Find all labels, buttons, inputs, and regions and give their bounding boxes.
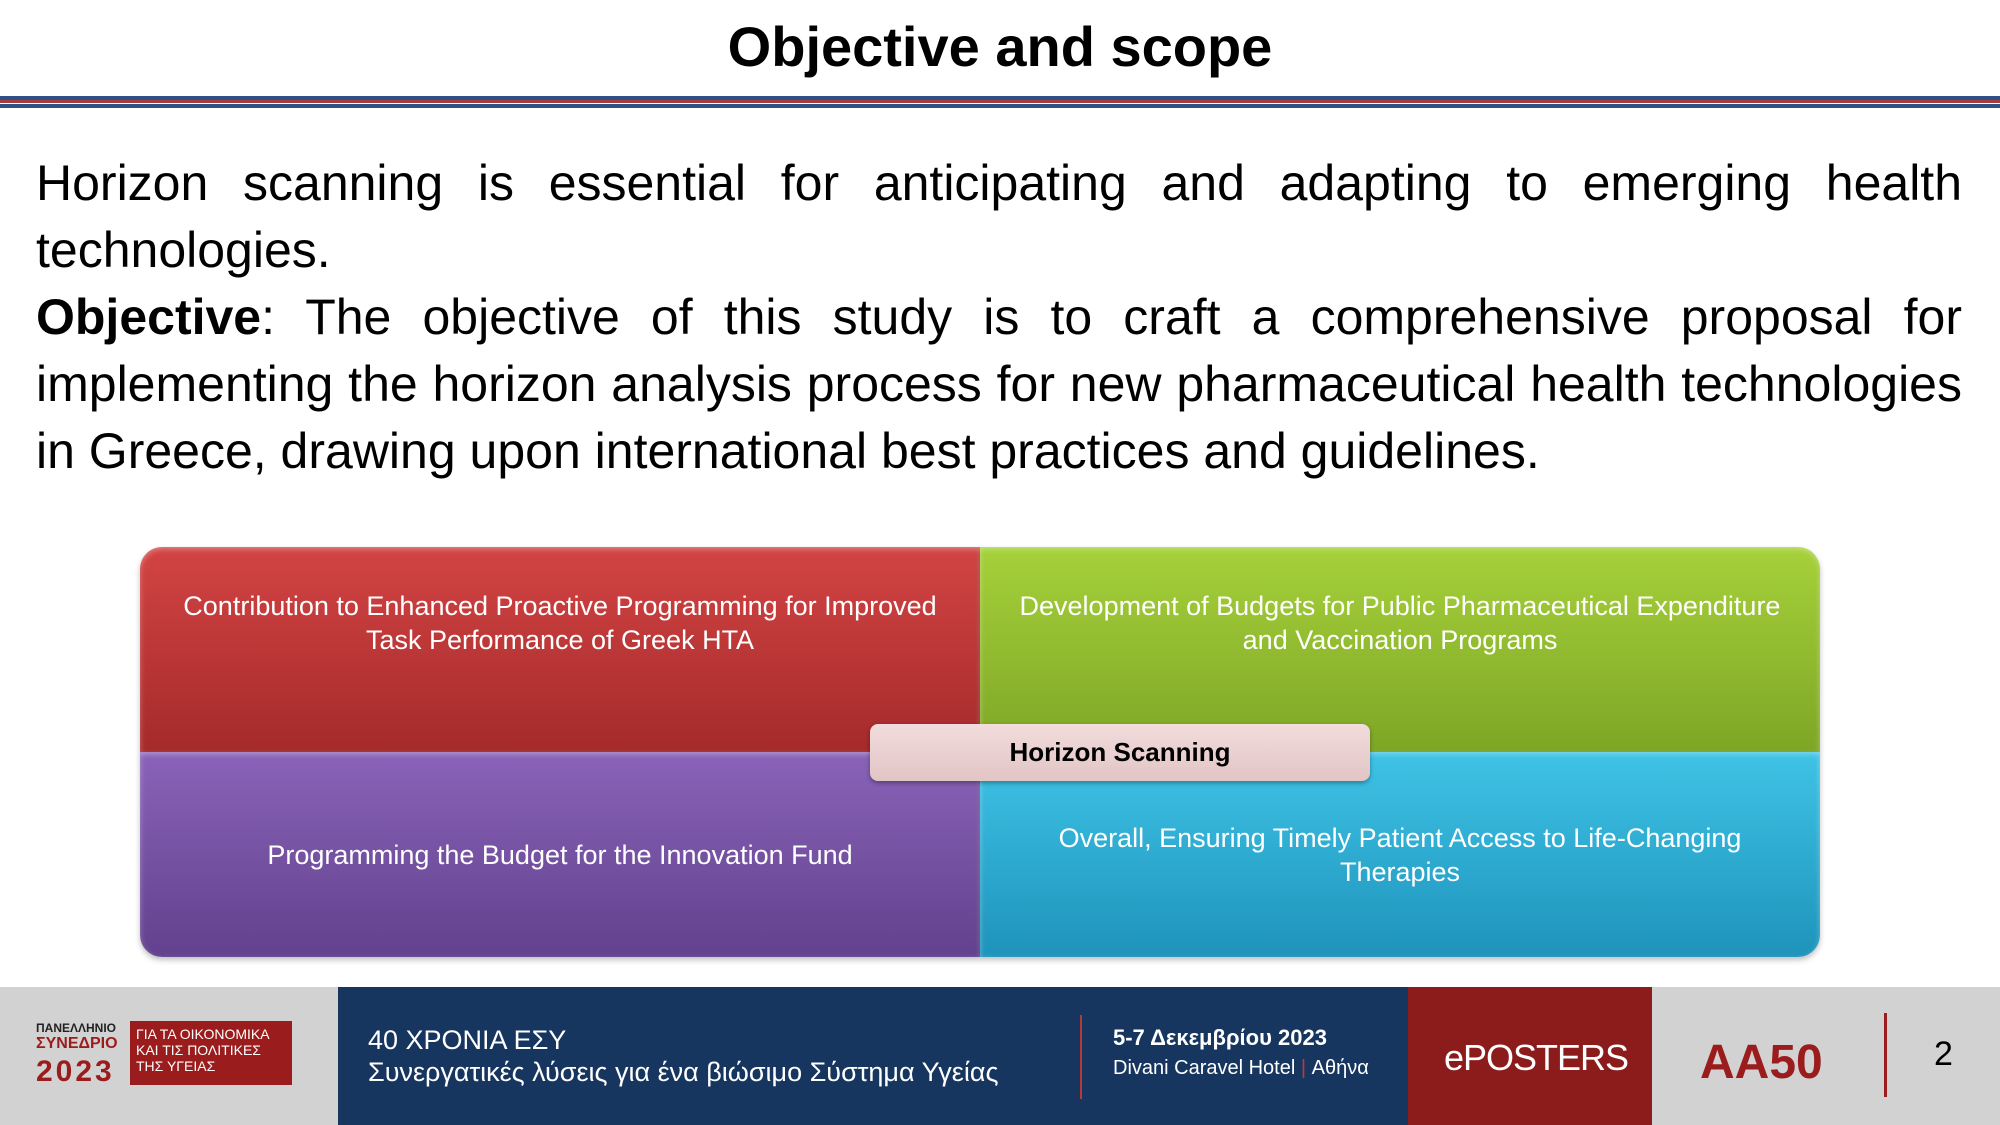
conference-subheadline: Συνεργατικές λύσεις για ένα βιώσιμο Σύστημα Υγείας: [368, 1057, 999, 1087]
venue-separator: |: [1300, 1057, 1307, 1079]
logo-synedrio-text: ΣΥΝΕΔΡΙΟ: [36, 1035, 118, 1052]
quadrant-bottom-right: [980, 752, 1820, 957]
conference-headline: 40 ΧΡΟΝΙΑ ΕΣΥ: [368, 1025, 567, 1055]
objective-text: : The objective of this study is to craft a comprehensive proposal for implementing the horizon analysis process for new pharmaceutical health technologies in Greece, drawing upon international best practices and guidelines.: [36, 289, 1962, 479]
conference-dates: 5-7 Δεκεμβρίου 2023: [1113, 1025, 1327, 1050]
center-label: Horizon Scanning: [1009, 737, 1231, 767]
center-label-box: [870, 724, 1370, 781]
conference-info: [338, 987, 1408, 1125]
quadrant-top-left: [140, 547, 980, 752]
quadrant-top-left-text: Contribution to Enhanced Proactive Programming for Improved Task Performance of Greek HTA: [183, 591, 937, 655]
venue-city: Αθήνα: [1311, 1057, 1369, 1079]
title-divider-accent: [0, 100, 2000, 103]
logo-red-box: [130, 1021, 292, 1085]
logo-box-line: ΚΑΙ ΤΙΣ ΠΟΛΙΤΙΚΕΣ: [136, 1042, 261, 1058]
body-text: [36, 150, 1962, 485]
eposters-label: ePOSTERS: [1444, 1037, 1629, 1078]
code-divider: [1884, 1013, 1887, 1097]
page-number: 2: [1934, 1035, 1953, 1073]
info-divider: [1080, 1015, 1082, 1099]
title-divider-lower: [0, 104, 2000, 108]
eposters-badge: [1408, 987, 1652, 1125]
quadrant-matrix: [140, 547, 1820, 957]
poster-code-area: [1652, 987, 2000, 1125]
poster-code: AA50: [1700, 1036, 1823, 1089]
logo-box-line: ΓΙΑ ΤΑ ΟΙΚΟΝΟΜΙΚΑ: [136, 1026, 270, 1042]
conference-logo: [0, 987, 338, 1125]
logo-small-text: ΠΑΝΕΛΛΗΝΙΟ: [36, 1021, 117, 1035]
quadrant-top-right-text: Development of Budgets for Public Pharmaceutical Expenditure and Vaccination Programs: [1019, 591, 1781, 655]
venue-name: Divani Caravel Hotel: [1113, 1057, 1296, 1079]
conference-venue: [1113, 1057, 1369, 1080]
quadrant-bottom-right-text: Overall, Ensuring Timely Patient Access to Life-Changing Therapies: [1058, 822, 1742, 887]
slide-title: Objective and scope: [727, 15, 1273, 78]
quadrant-bottom-left: [140, 752, 980, 957]
intro-paragraph: Horizon scanning is essential for anticipating and adapting to emerging health technologies.: [36, 155, 1962, 278]
quadrant-bottom-left-text: Programming the Budget for the Innovation Fund: [267, 839, 853, 870]
objective-paragraph: [36, 284, 1962, 485]
footer-banner: [0, 987, 2000, 1125]
logo-box-line: ΤΗΣ ΥΓΕΙΑΣ: [136, 1058, 216, 1074]
logo-year: 2023: [36, 1055, 115, 1088]
objective-label: Objective: [36, 289, 262, 345]
quadrant-top-right: [980, 547, 1820, 752]
